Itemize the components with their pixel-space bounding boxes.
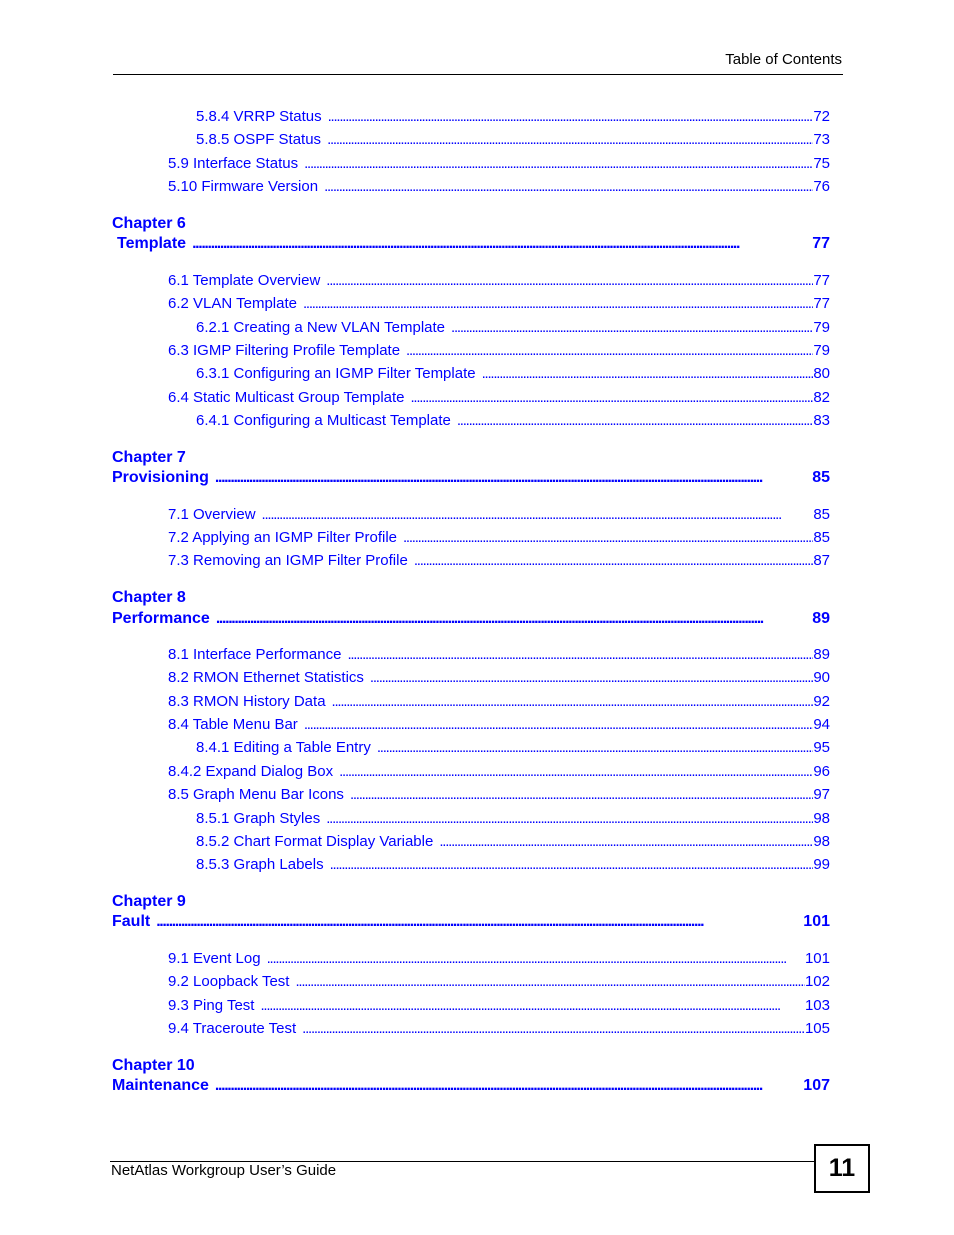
toc-page-number: 102 [804, 973, 830, 990]
chapter-label[interactable]: Chapter 9 [112, 893, 186, 910]
toc-chapter-template[interactable] [117, 234, 830, 254]
dot-leader [156, 912, 803, 932]
toc-entry-7-3-removing-an-igmp-filter-profile[interactable] [168, 552, 830, 570]
toc-entry-5-8-5-ospf-status[interactable] [196, 131, 830, 149]
dot-leader [377, 739, 813, 757]
chapter-label[interactable]: Chapter 6 [112, 215, 186, 232]
dot-leader [326, 810, 813, 828]
toc-page-number: 95 [813, 739, 830, 756]
toc-entry-title: Fault [112, 913, 151, 930]
toc-page-number: 77 [813, 295, 830, 312]
toc-entry-8-5-2-chart-format-display-variable[interactable] [196, 833, 830, 851]
toc-entry-title: 6.2 VLAN Template [168, 295, 297, 312]
toc-entry-6-2-1-creating-a-new-vlan-template[interactable] [196, 319, 830, 337]
toc-entry-title: Maintenance [112, 1077, 209, 1094]
toc-entry-title: 6.4 Static Multicast Group Template [168, 389, 405, 406]
toc-entry-title: 9.1 Event Log [168, 950, 261, 967]
dot-leader [326, 272, 813, 290]
running-header-title: Table of Contents [725, 51, 842, 68]
toc-entry-6-3-1-configuring-an-igmp-filter-template[interactable] [196, 365, 830, 383]
toc-entry-9-1-event-log[interactable] [168, 950, 830, 968]
toc-entry-8-5-3-graph-labels[interactable] [196, 856, 830, 874]
toc-entry-title: 5.8.5 OSPF Status [196, 131, 322, 148]
toc-page-number: 73 [813, 131, 830, 148]
dot-leader [403, 529, 813, 547]
toc-entry-title: 8.1 Interface Performance [168, 646, 342, 663]
toc-entry-title: 5.9 Interface Status [168, 155, 299, 172]
toc-page-number: 98 [813, 833, 830, 850]
toc-page-number: 101 [803, 913, 830, 930]
toc-entry-title: 8.5.1 Graph Styles [196, 810, 321, 827]
toc-entry-7-2-applying-an-igmp-filter-profile[interactable] [168, 529, 830, 547]
toc-page-number: 75 [813, 155, 830, 172]
toc-page-number: 94 [813, 716, 830, 733]
toc-page-number: 85 [813, 529, 830, 546]
toc-page-number: 87 [813, 552, 830, 569]
toc-entry-8-4-2-expand-dialog-box[interactable] [168, 763, 830, 781]
toc-entry-title: 8.3 RMON History Data [168, 693, 326, 710]
toc-page-number: 77 [812, 235, 830, 252]
dot-leader [332, 693, 814, 711]
dot-leader [327, 131, 813, 149]
toc-entry-title: 7.1 Overview [168, 506, 256, 523]
chapter-label[interactable]: Chapter 10 [112, 1057, 195, 1074]
toc-entry-title: 8.5.2 Chart Format Display Variable [196, 833, 434, 850]
dot-leader [370, 669, 813, 687]
toc-entry-8-5-graph-menu-bar-icons[interactable] [168, 786, 830, 804]
toc-entry-title: 5.8.4 VRRP Status [196, 108, 322, 125]
dot-leader [482, 365, 814, 383]
toc-entry-title: 8.4.2 Expand Dialog Box [168, 763, 334, 780]
dot-leader [411, 389, 814, 407]
toc-page-number: 98 [813, 810, 830, 827]
toc-page-number: 103 [804, 997, 830, 1014]
toc-page-number: 97 [813, 786, 830, 803]
dot-leader [215, 1076, 803, 1096]
toc-entry-6-3-igmp-filtering-profile-template[interactable] [168, 342, 830, 360]
dot-leader [302, 1020, 805, 1038]
toc-entry-9-2-loopback-test[interactable] [168, 973, 830, 991]
dot-leader [295, 973, 804, 991]
toc-entry-8-5-1-graph-styles[interactable] [196, 810, 830, 828]
toc-page-number: 80 [813, 365, 830, 382]
dot-leader [260, 997, 805, 1015]
dot-leader [347, 646, 813, 664]
page-number-box [814, 1144, 870, 1193]
dot-leader [215, 468, 812, 488]
chapter-label[interactable]: Chapter 8 [112, 589, 186, 606]
toc-entry-5-9-interface-status[interactable] [168, 155, 830, 173]
dot-leader [439, 833, 813, 851]
toc-page-number: 82 [813, 389, 830, 406]
dot-leader [451, 319, 813, 337]
toc-entry-9-3-ping-test[interactable] [168, 997, 830, 1015]
toc-entry-8-1-interface-performance[interactable] [168, 646, 830, 664]
toc-page-number: 96 [813, 763, 830, 780]
dot-leader [350, 786, 813, 804]
dot-leader [216, 609, 812, 629]
toc-entry-5-10-firmware-version[interactable] [168, 178, 830, 196]
toc-entry-8-4-1-editing-a-table-entry[interactable] [196, 739, 830, 757]
toc-chapter-maintenance[interactable] [112, 1076, 830, 1096]
toc-entry-title: 8.4.1 Editing a Table Entry [196, 739, 371, 756]
toc-page-number: 72 [813, 108, 830, 125]
toc-entry-8-4-table-menu-bar[interactable] [168, 716, 830, 734]
toc-page-number: 107 [803, 1077, 830, 1094]
toc-page-number: 83 [813, 412, 830, 429]
toc-entry-title: 6.3.1 Configuring an IGMP Filter Template [196, 365, 476, 382]
toc-entry-6-4-1-configuring-a-multicast-template[interactable] [196, 412, 830, 430]
toc-entry-title: 8.5 Graph Menu Bar Icons [168, 786, 344, 803]
toc-page-number: 89 [813, 646, 830, 663]
toc-entry-title: 9.3 Ping Test [168, 997, 255, 1014]
dot-leader [330, 856, 814, 874]
toc-entry-title: 9.2 Loopback Test [168, 973, 290, 990]
dot-leader [303, 295, 813, 313]
toc-entry-6-2-vlan-template[interactable] [168, 295, 830, 313]
toc-entry-title: 6.2.1 Creating a New VLAN Template [196, 319, 446, 336]
toc-entry-title: 9.4 Traceroute Test [168, 1020, 297, 1037]
toc-entry-title: Provisioning [112, 469, 209, 486]
toc-page-number: 92 [813, 693, 830, 710]
toc-entry-6-1-template-overview[interactable] [168, 272, 830, 290]
toc-page-number: 76 [813, 178, 830, 195]
toc-entry-title: 6.4.1 Configuring a Multicast Template [196, 412, 451, 429]
toc-entry-title: Performance [112, 610, 210, 627]
toc-chapter-provisioning[interactable] [112, 468, 830, 488]
toc-page-number: 79 [813, 319, 830, 336]
toc-entry-5-8-4-vrrp-status[interactable] [196, 108, 830, 126]
dot-leader [457, 412, 813, 430]
dot-leader [262, 506, 814, 524]
dot-leader [267, 950, 805, 968]
toc-entry-title: 6.3 IGMP Filtering Profile Template [168, 342, 401, 359]
toc-chapter-fault[interactable] [112, 912, 830, 932]
toc-entry-title: Template [117, 235, 187, 252]
dot-leader [324, 178, 813, 196]
toc-entry-title: 7.3 Removing an IGMP Filter Profile [168, 552, 408, 569]
toc-page-number: 85 [812, 469, 830, 486]
dot-leader [414, 552, 813, 570]
dot-leader [304, 716, 814, 734]
toc-entry-7-1-overview[interactable] [168, 506, 830, 524]
toc-page-number: 105 [804, 1020, 830, 1037]
toc-entry-title: 7.2 Applying an IGMP Filter Profile [168, 529, 397, 546]
dot-leader [339, 763, 813, 781]
dot-leader [406, 342, 813, 360]
toc-entry-title: 8.5.3 Graph Labels [196, 856, 324, 873]
toc-entry-6-4-static-multicast-group-template[interactable] [168, 389, 830, 407]
running-footer-title: NetAtlas Workgroup User’s Guide [111, 1162, 337, 1179]
page-number: 11 [828, 1154, 856, 1182]
toc-entry-title: 5.10 Firmware Version [168, 178, 319, 195]
toc-entry-9-4-traceroute-test[interactable] [168, 1020, 830, 1038]
dot-leader [192, 234, 812, 254]
toc-page-number: 101 [804, 950, 830, 967]
toc-page-number: 89 [812, 610, 830, 627]
dot-leader [304, 155, 813, 173]
toc-page-number: 79 [813, 342, 830, 359]
toc-page-number: 99 [813, 856, 830, 873]
toc-entry-8-2-rmon-ethernet-statistics[interactable] [168, 669, 830, 687]
toc-entry-title: 8.4 Table Menu Bar [168, 716, 298, 733]
toc-entry-title: 6.1 Template Overview [168, 272, 321, 289]
toc-page-number: 90 [813, 669, 830, 686]
toc-page-number: 85 [813, 506, 830, 523]
dot-leader [328, 108, 814, 126]
toc-entry-title: 8.2 RMON Ethernet Statistics [168, 669, 364, 686]
toc-chapter-performance[interactable] [112, 609, 830, 629]
chapter-label[interactable]: Chapter 7 [112, 449, 186, 466]
toc-entry-8-3-rmon-history-data[interactable] [168, 693, 830, 711]
toc-page-number: 77 [813, 272, 830, 289]
